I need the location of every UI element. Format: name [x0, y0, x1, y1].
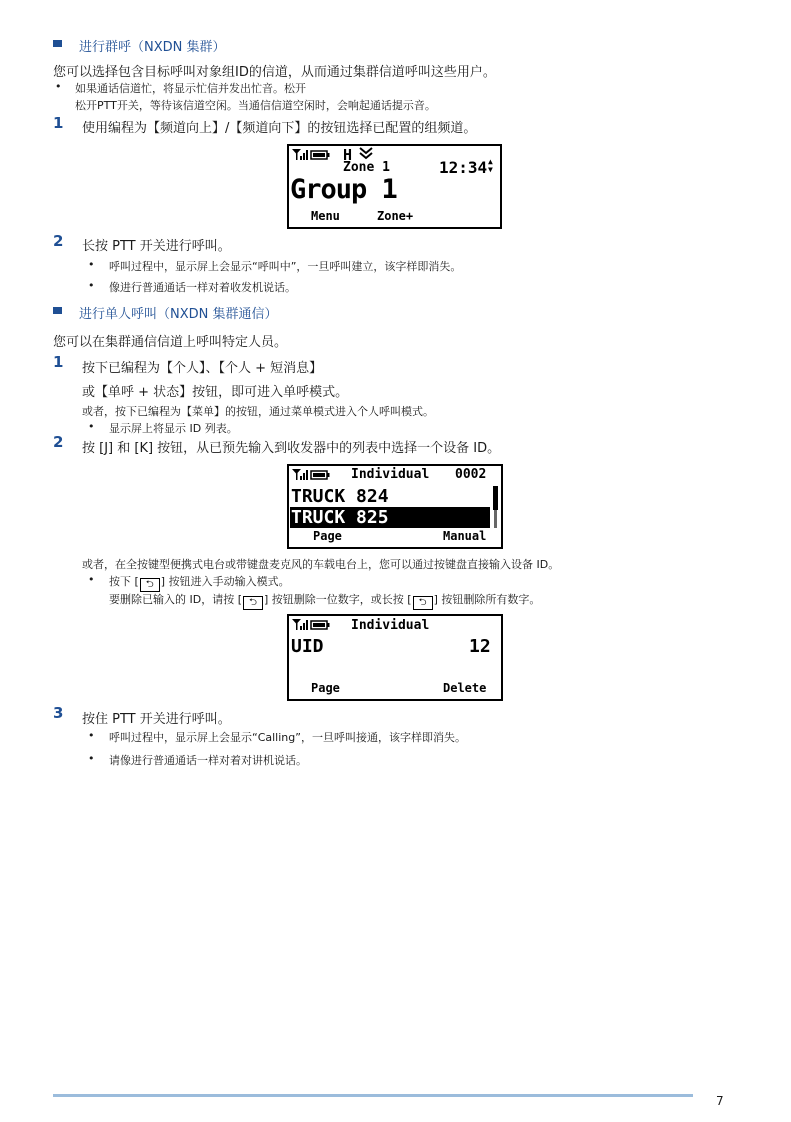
step-number: 3 — [53, 704, 64, 722]
mode-label: Individual — [351, 467, 430, 482]
section-square-icon — [53, 40, 62, 47]
softkey-page: Page — [313, 529, 342, 543]
clock: 12:34 — [439, 158, 488, 177]
id-list-item[interactable]: TRUCK 824 — [291, 486, 389, 507]
bullet-icon: • — [88, 752, 95, 765]
alt-text: 或者，在全按键型便携式电台或带键盘麦克风的车载电台上，您可以通过按键盘直接输入设备 ID。 — [82, 558, 560, 571]
step-number: 2 — [53, 433, 64, 451]
bullet-text: 请像进行普通通话一样对着对讲机说话。 — [109, 754, 307, 767]
bullet-text: 呼叫过程中，显示屏上会显示“呼叫中”，一旦呼叫建立，该字样即消失。 — [109, 260, 462, 273]
uid-value[interactable]: 12 — [469, 636, 491, 657]
softkey-menu: Menu — [311, 209, 340, 223]
bullet-icon: • — [88, 729, 95, 742]
h-power-icon: H — [343, 146, 353, 164]
signal-strength-icon — [292, 148, 344, 161]
step-number: 2 — [53, 232, 64, 250]
id-list-item-selected[interactable]: TRUCK 825 — [290, 507, 490, 528]
footer-rule — [53, 1094, 693, 1097]
lcd-display-uid-entry — [287, 614, 503, 701]
section-heading-group-call — [53, 36, 453, 55]
lcd-display-group — [287, 144, 502, 229]
manual-entry-instruction: 按下 [ ⮌ ] 按钮进入手动输入模式。 — [109, 575, 290, 590]
list-count: 0002 — [455, 467, 487, 482]
scan-chevron-icon — [359, 147, 373, 160]
bullet-text: 显示屏上将显示 ID 列表。 — [109, 422, 238, 435]
scrollbar-track[interactable] — [494, 510, 497, 528]
bullet-text: 像进行普通通话一样对着收发机说话。 — [109, 281, 296, 294]
intro-text: 您可以选择包含目标呼叫对象组ID的信道，从而通过集群信道呼叫这些用户。 — [53, 65, 496, 80]
step-text: 或者，按下已编程为【菜单】的按钮，通过菜单模式进入个人呼叫模式。 — [82, 405, 434, 418]
softkey-manual: Manual — [443, 529, 487, 543]
uid-label: UID — [291, 636, 324, 657]
scroll-updown-icon: ▲ ▼ — [488, 157, 493, 174]
busy-note-line1: 如果通话信道忙，将显示忙信并发出忙音。松开 — [75, 82, 306, 95]
step-text: 使用编程为【频道向上】/【频道向下】的按钮选择已配置的组频道。 — [82, 121, 477, 136]
back-arrow-key-icon: ⮌ — [413, 596, 433, 610]
step-text: 或【单呼 + 状态】按钮，即可进入单呼模式。 — [82, 385, 349, 400]
section-square-icon — [53, 307, 62, 314]
section-heading-individual-call — [53, 303, 453, 322]
scrollbar-thumb[interactable] — [493, 486, 498, 510]
page-number: 7 — [716, 1094, 724, 1108]
back-arrow-key-icon: ⮌ — [243, 596, 263, 610]
delete-id-instruction: 要删除已输入的 ID，请按 [ ⮌ ] 按钮删除一位数字，或长按 [ ⮌ ] 按钮删除所有数字。 — [109, 593, 541, 608]
step-text: 按下已编程为【个人】、【个人 + 短消息】 — [82, 361, 323, 376]
mode-label: Individual — [351, 618, 430, 633]
softkey-delete: Delete — [443, 681, 487, 695]
bullet-text: 呼叫过程中，显示屏上会显示“Calling”，一旦呼叫接通，该字样即消失。 — [109, 731, 466, 744]
softkey-zone-plus: Zone+ — [377, 209, 414, 223]
channel-name: Group 1 — [290, 174, 397, 205]
step-text: 按 [J] 和 [K] 按钮，从已预先输入到收发器中的列表中选择一个设备 ID。 — [82, 441, 501, 456]
step-number: 1 — [53, 114, 64, 132]
lcd-display-individual-list — [287, 464, 503, 549]
back-arrow-key-icon: ⮌ — [140, 578, 160, 592]
busy-note-line2: 松开PTT开关，等待该信道空闲。当通信信道空闲时，会响起通话提示音。 — [75, 99, 436, 112]
section-title: 进行单人呼叫（NXDN 集群通信） — [79, 307, 278, 322]
bullet-icon: • — [55, 80, 62, 93]
bullet-icon: • — [88, 258, 95, 271]
step-text: 按住 PTT 开关进行呼叫。 — [82, 712, 231, 727]
section-title: 进行群呼（NXDN 集群） — [79, 40, 226, 55]
bullet-icon: • — [88, 420, 95, 433]
signal-strength-icon — [292, 618, 334, 631]
bullet-icon: • — [88, 279, 95, 292]
intro-text: 您可以在集群通信信道上呼叫特定人员。 — [53, 335, 288, 350]
step-text: 长按 PTT 开关进行呼叫。 — [82, 239, 231, 254]
zone-label: Zone 1 — [343, 160, 390, 175]
softkey-page: Page — [311, 681, 340, 695]
step-number: 1 — [53, 353, 64, 371]
signal-strength-icon — [292, 468, 334, 481]
bullet-icon: • — [88, 573, 95, 586]
